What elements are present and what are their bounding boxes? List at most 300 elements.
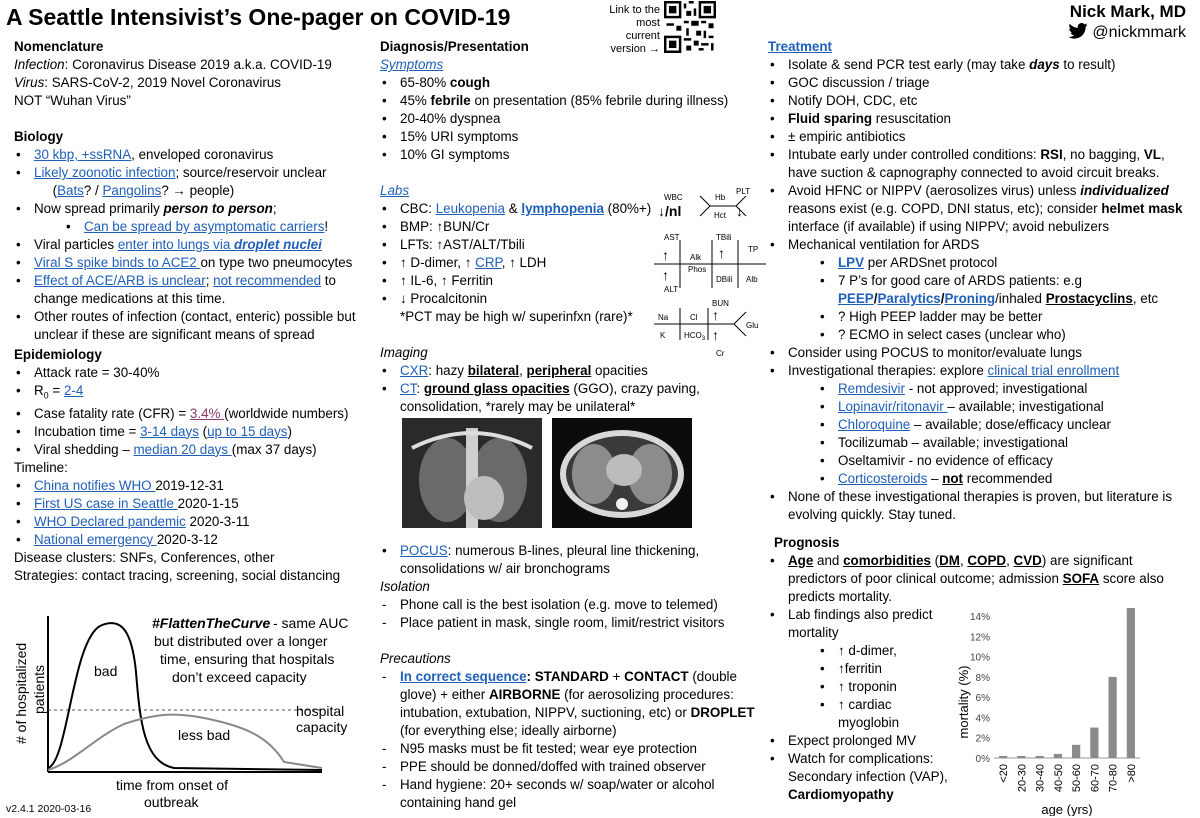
fb-ast-arrow: ↑ <box>662 247 669 263</box>
link-cxr[interactable]: CXR <box>400 363 429 378</box>
text: 2020-1-15 <box>177 495 239 511</box>
text: , ↑ LDH <box>501 255 547 270</box>
fb-hct: Hct <box>714 211 726 220</box>
virus-line <box>14 74 366 92</box>
link-china-who[interactable]: China notifies WHO <box>34 477 156 493</box>
fb-alt-arrow: ↑ <box>662 267 669 283</box>
list-item: - N95 masks must be fit tested; wear eye protection <box>380 740 760 758</box>
text: Watch for complications: Secondary infection (VAP), <box>788 751 948 784</box>
cbc-fishbone <box>658 187 750 220</box>
capacity-label-2: capacity <box>296 719 348 735</box>
list-item <box>768 272 1194 308</box>
text: ) <box>287 423 292 439</box>
text: VL <box>1143 147 1161 162</box>
text: ground glass opacities <box>423 381 570 396</box>
treatment-list <box>768 56 1194 524</box>
text: (worldwide numbers) <box>224 405 349 421</box>
chart-bar <box>999 756 1007 758</box>
chart-bar <box>1017 756 1025 758</box>
curve-xlabel-1: time from onset of <box>116 777 229 793</box>
chart-ytick: 12% <box>969 632 990 644</box>
link-shedding[interactable]: median 20 days <box>133 441 232 457</box>
bmp-fishbone <box>654 299 758 358</box>
link-remdesivir[interactable]: Remdesivir <box>838 381 905 396</box>
strategies-line: Strategies: contact tracing, screening, social distancing <box>14 567 341 583</box>
list-item: • ? High PEEP ladder may be better <box>768 308 1194 326</box>
text: peripheral <box>526 363 592 378</box>
prognosis-heading: Prognosis <box>774 535 840 550</box>
list-item <box>768 254 1194 272</box>
list-item <box>768 56 1194 74</box>
chart-ytick: 10% <box>969 652 990 664</box>
link-asymptomatic[interactable]: Can be spread by asymptomatic carriers <box>84 219 325 234</box>
text: , enveloped coronavirus <box>131 147 274 162</box>
fb-k: K <box>660 331 666 340</box>
text: Avoid HFNC or NIPPV (aerosolizes virus) unless <box>788 183 1081 198</box>
link-pandemic[interactable]: WHO Declared pandemic <box>34 513 186 529</box>
text: nuclei <box>279 237 322 252</box>
diagnosis-heading: Diagnosis/Presentation <box>380 39 529 54</box>
nomenclature-heading: Nomenclature <box>14 39 104 54</box>
text: helmet mask <box>1101 201 1183 216</box>
text: = <box>48 383 64 398</box>
text: reasons exist (e.g. COPD, DNI status, etc); consider <box>788 201 1102 216</box>
list-item: • 10% GI symptoms <box>380 146 760 164</box>
list-item: • ↑ troponin <box>768 678 948 696</box>
text: 0 <box>43 390 49 401</box>
list-item <box>768 182 1194 236</box>
link-pocus[interactable]: POCUS <box>400 543 448 558</box>
text: 2020-3-11 <box>185 513 250 529</box>
capacity-label-1: hospital <box>296 703 345 719</box>
text: : STANDARD <box>526 669 609 684</box>
chart-xtick: >80 <box>1125 764 1138 783</box>
chart-ytick: 8% <box>975 672 990 684</box>
text: on presentation (85% febrile during illness) <box>470 93 729 108</box>
text: Viral shedding – <box>34 441 134 457</box>
text: Incubation time = <box>34 423 141 439</box>
list-item: • LFTs: ↑AST/ALT/Tbili <box>380 236 760 254</box>
fb-cr-arrow: ↑ <box>712 327 719 343</box>
fb-glu: Glu <box>746 321 759 330</box>
fb-phos: Phos <box>688 265 707 274</box>
fb-plt-arrow: ↓ <box>736 203 743 219</box>
fb-tp: TP <box>748 245 759 254</box>
chart-bar <box>1090 728 1098 758</box>
list-item: • ↓ Procalcitonin <box>380 290 760 308</box>
curve-desc-4: don’t exceed capacity <box>172 669 307 685</box>
list-item <box>14 405 366 423</box>
text: Cardiomyopathy <box>788 787 894 802</box>
list-item: • Tocilizumab – available; investigational <box>768 434 1194 452</box>
list-item: • 20-40% dyspnea <box>380 110 760 128</box>
fb-hb: Hb <box>715 193 726 202</box>
chart-xtick: 70-80 <box>1107 764 1120 793</box>
list-item <box>380 74 760 92</box>
text: Fluid sparing <box>788 111 873 126</box>
text: ) are significant predictors of poor clinical outcome; admission <box>788 553 1133 586</box>
chart-ytick: 0% <box>975 754 990 765</box>
text: , <box>519 363 527 378</box>
fb-dbili: DBili <box>716 275 733 284</box>
list-item <box>768 380 1194 398</box>
not-wuhan: NOT “Wuhan Virus” <box>14 93 131 108</box>
fb-alb: Alb <box>746 275 758 284</box>
text: , have suction & capnography connected to avoid circuit breaks. <box>788 147 1165 180</box>
link-leukopenia[interactable]: Leukopenia <box>435 201 505 216</box>
text: (max 37 days) <box>231 441 317 457</box>
link-droplet[interactable]: enter into lungs via <box>117 237 234 252</box>
link-ct[interactable]: CT <box>400 381 417 396</box>
text: bilateral <box>467 363 520 378</box>
author-name: Nick Mark, MD <box>1069 2 1186 21</box>
list-item <box>380 362 760 380</box>
curve-desc-3: time, ensuring that hospitals <box>160 651 335 667</box>
fb-alk: Alk <box>690 253 702 262</box>
text: droplet <box>233 237 280 252</box>
text: Case fatality rate (CFR) = <box>34 405 190 421</box>
list-item <box>14 441 366 459</box>
infection-text: : Coronavirus Disease 2019 a.k.a. COVID-19 <box>64 57 332 72</box>
clusters-line: Disease clusters: SNFs, Conferences, other <box>14 549 275 565</box>
precautions-heading: Precautions <box>380 651 451 666</box>
text: Viral particles <box>34 237 118 252</box>
text: , no bagging, <box>1062 147 1144 162</box>
text: COPD <box>967 553 1007 568</box>
page-title: A Seattle Intensivist’s One-pager on COVID-19 <box>6 4 511 30</box>
text: (double glove) + either <box>400 669 737 702</box>
fb-alt: ALT <box>664 285 679 294</box>
virus-label: Virus <box>14 75 45 90</box>
list-item <box>380 380 760 416</box>
twitter-icon <box>1068 23 1088 39</box>
text: – available; dose/efficacy unclear <box>910 417 1111 432</box>
column-left <box>14 38 366 585</box>
mortality-chart <box>950 590 1150 816</box>
list-item: • Notify DOH, CDC, etc <box>768 92 1194 110</box>
imaging-list <box>380 362 760 416</box>
text: per ARDSnet protocol <box>864 255 998 270</box>
list-item: • Consider using POCUS to monitor/evaluate lungs <box>768 344 1194 362</box>
list-item: • None of these investigational therapies is proven, but literature is evolving quickly. Stay tuned. <box>768 488 1194 524</box>
text: comorbidities <box>843 553 931 568</box>
chart-bar <box>1109 677 1117 758</box>
link-lpv[interactable]: LPV <box>838 255 865 270</box>
chart-ytick: 2% <box>975 733 990 745</box>
list-item <box>14 218 366 236</box>
text: SOFA <box>1062 571 1100 586</box>
link-not-recommended[interactable]: not recommended <box>213 273 322 288</box>
text: ? → people) <box>161 183 235 198</box>
link-crp[interactable]: CRP <box>475 255 502 270</box>
list-item: - PPE should be donned/doffed with trained observer <box>380 758 760 776</box>
text: & <box>504 201 522 216</box>
text: to result) <box>1059 57 1116 72</box>
chart-xtick: <20 <box>998 764 1011 783</box>
biology-heading: Biology <box>14 129 64 144</box>
chart-xtick: 20-30 <box>1016 764 1029 793</box>
text: score also predicts mortality. <box>788 571 1164 604</box>
text: not <box>942 471 964 486</box>
link-ace-arb[interactable]: Effect of ACE/ARB is unclear <box>34 273 206 288</box>
timeline-list <box>14 477 366 549</box>
list-item: • ↑ferritin <box>768 660 948 678</box>
isolation-list <box>380 596 760 632</box>
qr-label: Link to the most current version → <box>609 4 660 55</box>
fb-cbc-value: ↓/nl <box>658 203 682 219</box>
link-zoonotic[interactable]: Likely zoonotic infection <box>34 165 176 180</box>
list-item: • GOC discussion / triage <box>768 74 1194 92</box>
text: to change medications at this time. <box>34 273 336 306</box>
fb-tbili-arrow: ↑ <box>718 245 725 261</box>
list-item: • ↑ d-dimer, <box>768 642 948 660</box>
text: ? / <box>83 183 103 198</box>
text: , etc <box>1132 291 1159 306</box>
list-item <box>768 362 1194 380</box>
text: ; source/reservoir unclear <box>175 165 327 180</box>
curve-desc-2: but distributed over a longer <box>154 633 328 649</box>
fb-na: Na <box>658 313 669 322</box>
text: DROPLET <box>690 705 755 720</box>
list-item <box>380 92 760 110</box>
twitter-handle-text: @nickmmark <box>1092 24 1186 41</box>
less-bad-label: less bad <box>178 727 231 743</box>
virus-text: : SARS-CoV-2, 2019 Novel Coronavirus <box>44 75 281 90</box>
list-item <box>768 750 948 804</box>
list-item <box>768 470 1194 488</box>
text: (GGO), crazy paving, consolidation, *rarely may be unilateral* <box>400 381 700 414</box>
text: recommended <box>963 471 1053 486</box>
link-incubation[interactable]: 3-14 days <box>140 423 199 439</box>
list-item <box>768 398 1194 416</box>
chart-xlabel: age (yrs) <box>1041 802 1093 816</box>
list-item: • Expect prolonged MV <box>768 732 948 750</box>
text: and <box>813 553 844 568</box>
list-item: - Phone call is the best isolation (e.g. move to telemed) <box>380 596 760 614</box>
text: : numerous B-lines, pleural line thickening, consolidations w/ air bronchograms <box>400 543 700 576</box>
link-clinical-trials[interactable]: clinical trial enrollment <box>987 363 1120 378</box>
list-item <box>768 110 1194 128</box>
text: cough <box>449 75 491 90</box>
curve-ylabel-1: # of hospitalized <box>13 642 29 744</box>
fb-hco3-sub: 3 <box>701 336 706 342</box>
text: Age <box>788 553 814 568</box>
text: 2020-3-12 <box>156 531 218 547</box>
text: Now spread primarily <box>34 201 164 216</box>
link-first-us-case[interactable]: First US case in Seattle <box>34 495 178 511</box>
pocus-list <box>380 542 760 578</box>
link-lymphopenia[interactable]: lymphopenia <box>521 201 604 216</box>
text: , <box>959 553 968 568</box>
chart-bar <box>1072 745 1080 758</box>
chart-ytick: 14% <box>969 612 990 624</box>
text: ; <box>205 273 214 288</box>
text: DM <box>939 553 960 568</box>
text: ; <box>272 201 277 216</box>
text: CVD <box>1013 553 1042 568</box>
text: individualized <box>1080 183 1169 198</box>
text: CBC: <box>400 201 436 216</box>
epidemiology-heading: Epidemiology <box>14 347 102 362</box>
link-national-emergency[interactable]: National emergency <box>34 531 157 547</box>
text: - not approved; investigational <box>904 381 1088 396</box>
text: 45% <box>400 93 431 108</box>
text: days <box>1029 57 1060 72</box>
text: , <box>1006 553 1014 568</box>
link-lopinavir[interactable]: Lopinavir/ritonavir <box>838 399 948 414</box>
list-item: • ↑ IL-6, ↑ Ferritin <box>380 272 760 290</box>
text: on type two pneumocytes <box>200 255 353 270</box>
text: ↑ D-dimer, ↑ <box>400 255 476 270</box>
text: (for everything else; ideally airborne) <box>400 723 617 738</box>
link-pangolins[interactable]: Pangolins <box>102 183 162 198</box>
labs-heading[interactable]: Labs <box>380 183 410 198</box>
text: Intubate early under controlled conditions: <box>788 147 1041 162</box>
fb-cr: Cr <box>716 349 725 358</box>
list-item: • Other routes of infection (contact, enteric) possible but unclear if these are significant means of spread <box>14 308 366 344</box>
ct-image <box>552 418 692 528</box>
treatment-heading[interactable]: Treatment <box>768 39 832 54</box>
link-prostacyclins[interactable]: Prostacyclins <box>1045 291 1133 306</box>
list-item: • ± empiric antibiotics <box>768 128 1194 146</box>
fb-bun: BUN <box>712 299 729 308</box>
list-item <box>768 416 1194 434</box>
list-item: - Hand hygiene: 20+ seconds w/ soap/water or alcohol containing hand gel <box>380 776 760 812</box>
text: – available; investigational <box>947 399 1104 414</box>
link-sequence[interactable]: In correct sequence <box>400 669 527 684</box>
hashtag-label: #FlattenTheCurve <box>152 615 271 631</box>
prognosis-sub-list <box>768 606 948 804</box>
text: R <box>34 383 44 398</box>
fb-hco3 <box>684 331 706 342</box>
text: person to person <box>163 201 273 216</box>
list-item <box>14 477 366 495</box>
chart-xtick: 40-50 <box>1052 764 1065 793</box>
text: / <box>940 291 945 306</box>
text: resuscitation <box>872 111 951 126</box>
list-item <box>14 254 366 272</box>
text: AIRBORNE <box>488 687 561 702</box>
infection-line <box>14 56 366 74</box>
list-item <box>14 272 366 308</box>
fb-bun-arrow: ↑ <box>712 307 719 323</box>
fb-wbc: WBC <box>664 193 683 202</box>
curve-ylabel-2: patients <box>31 664 47 714</box>
pct-note: *PCT may be high w/ superinfxn (rare)* <box>400 309 633 324</box>
chart-xtick: 60-70 <box>1089 764 1102 793</box>
link-paralytics[interactable]: Paralytics <box>877 291 941 306</box>
list-item <box>14 236 366 254</box>
link-bats[interactable]: Bats <box>57 183 84 198</box>
link-r0[interactable]: 2-4 <box>63 383 84 398</box>
lab-fishbones <box>650 184 768 362</box>
link-proning[interactable]: Proning <box>944 291 996 306</box>
chart-bar <box>1036 756 1044 758</box>
bad-label: bad <box>94 663 118 679</box>
text: 65-80% <box>400 75 450 90</box>
text: RSI <box>1040 147 1063 162</box>
list-item <box>14 382 366 405</box>
list-item <box>14 513 366 531</box>
list-item <box>380 542 760 578</box>
epidemiology-list <box>14 364 366 459</box>
list-item: • ↑ cardiac myoglobin <box>768 696 948 732</box>
author-block <box>1068 2 1186 43</box>
chart-ytick: 4% <box>975 713 990 725</box>
link-genome[interactable]: 30 kbp, +ssRNA <box>34 147 132 162</box>
imaging-heading: Imaging <box>380 345 428 360</box>
isolation-heading: Isolation <box>380 579 430 594</box>
fb-plt: PLT <box>736 187 751 196</box>
text: ( <box>198 423 208 439</box>
chart-bar <box>1054 754 1062 758</box>
text: – <box>927 471 943 486</box>
chart-ylabel: mortality (%) <box>956 665 971 739</box>
text: 7 P’s for good care of ARDS patients: e.g <box>838 273 1082 288</box>
chart-xtick: 30-40 <box>1034 764 1047 793</box>
text: interface (if available) if using NIPPV; avoid nebulizers <box>788 219 1110 234</box>
link-peep[interactable]: PEEP <box>838 291 874 306</box>
list-item: • ? ECMO in select cases (unclear who) <box>768 326 1194 344</box>
link-incubation-15[interactable]: up to 15 days <box>207 423 288 439</box>
text: (for aerosolizing procedures: intubation, extubation, NIPPV, suctioning, etc) or <box>400 687 734 720</box>
link-ace2[interactable]: Viral S spike binds to ACE2 <box>34 255 201 270</box>
infection-label: Infection <box>14 57 65 72</box>
list-item <box>14 200 366 218</box>
symptoms-list <box>380 74 760 164</box>
list-item <box>14 495 366 513</box>
prognosis-sub <box>768 606 948 804</box>
fb-hco3-text: HCO <box>684 331 702 340</box>
list-item <box>768 146 1194 182</box>
link-cfr[interactable]: 3.4% <box>189 405 225 421</box>
fb-cl: Cl <box>690 313 698 322</box>
list-item: - Place patient in mask, single room, limit/restrict visitors <box>380 614 760 632</box>
link-corticosteroids[interactable]: Corticosteroids <box>838 471 928 486</box>
text: ( <box>52 183 58 198</box>
list-item: • Mechanical ventilation for ARDS <box>768 236 1194 254</box>
curve-xlabel-2: outbreak <box>144 794 199 810</box>
list-item <box>14 531 366 549</box>
timeline-label: Timeline: <box>14 459 68 475</box>
text: ( <box>930 553 940 568</box>
list-item: • Attack rate = 30-40% <box>14 364 366 382</box>
chart-bar <box>1127 608 1135 758</box>
list-item: • Oseltamivir - no evidence of efficacy <box>768 452 1194 470</box>
text: /inhaled <box>995 291 1046 306</box>
text: / <box>873 291 878 306</box>
text: : hazy <box>428 363 468 378</box>
text: febrile <box>430 93 471 108</box>
link-chloroquine[interactable]: Chloroquine <box>838 417 911 432</box>
version-label: v2.4.1 2020-03-16 <box>6 803 92 815</box>
text: 2019-12-31 <box>155 477 224 493</box>
text: + <box>608 669 625 684</box>
symptoms-heading[interactable]: Symptoms <box>380 57 444 72</box>
text: Investigational therapies: explore <box>788 363 988 378</box>
list-item <box>14 164 366 200</box>
text: Isolate & send PCR test early (may take <box>788 57 1030 72</box>
text: opacities <box>591 363 648 378</box>
list-item <box>14 423 366 441</box>
text: CONTACT <box>624 669 689 684</box>
text: : <box>416 381 424 396</box>
biology-list <box>14 146 366 344</box>
chart-ytick: 6% <box>975 693 990 705</box>
list-item <box>14 146 366 164</box>
list-item <box>380 668 760 740</box>
cxr-image <box>402 418 542 528</box>
